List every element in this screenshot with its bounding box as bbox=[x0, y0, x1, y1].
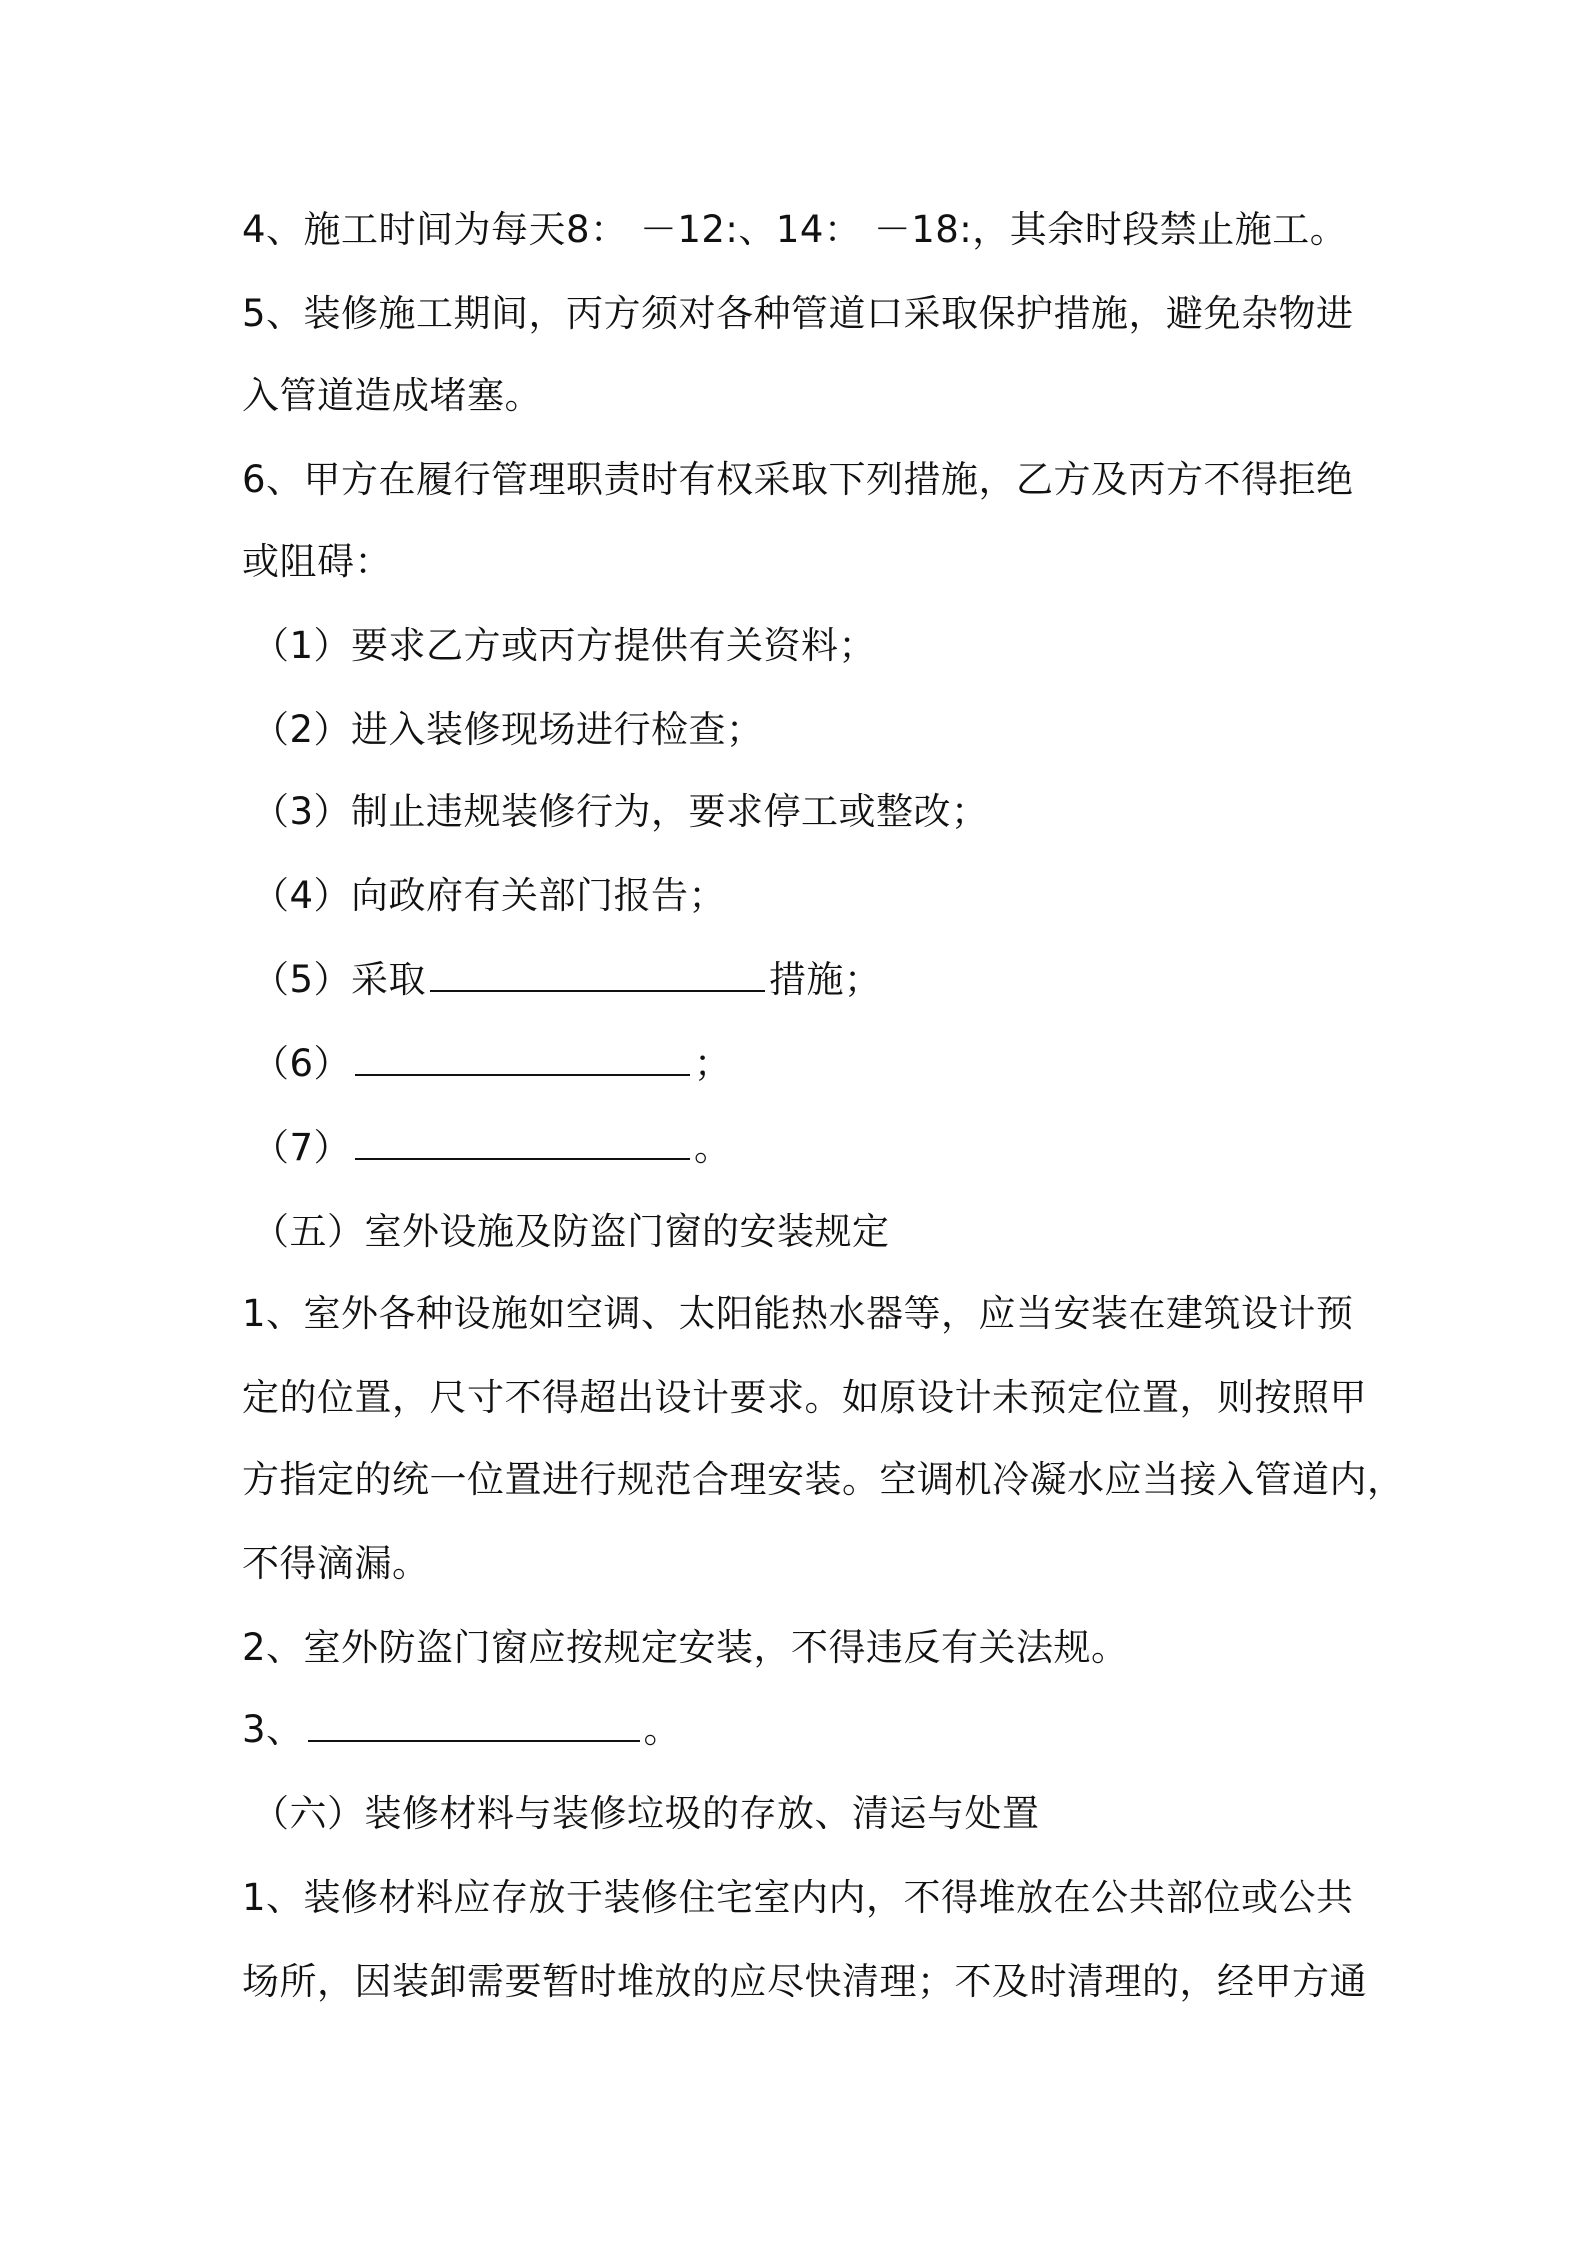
paragraph-security-doors: 2、室外防盗门窗应按规定安装，不得违反有关法规。 bbox=[242, 1626, 1129, 1669]
paragraph-management-measures-cont: 或阻碍： bbox=[242, 540, 392, 583]
list-item-2: （2）进入装修现场进行检查； bbox=[252, 708, 764, 751]
fill-in-blank[interactable] bbox=[308, 1706, 640, 1742]
section-five-heading: （五）室外设施及防盗门窗的安装规定 bbox=[252, 1210, 890, 1253]
list-item-6-suffix: ； bbox=[694, 1042, 732, 1085]
list-item-5-prefix: （5）采取 bbox=[252, 958, 427, 1001]
list-item-5 bbox=[252, 956, 882, 1004]
section-five-item-3-prefix: 3、 bbox=[242, 1708, 304, 1751]
paragraph-outdoor-facilities-cont: 方指定的统一位置进行规范合理安装。空调机冷凝水应当接入管道内， bbox=[242, 1458, 1405, 1501]
paragraph-material-storage: 1、装修材料应存放于装修住宅室内内，不得堆放在公共部位或公共 bbox=[242, 1876, 1354, 1919]
paragraph-material-storage-cont: 场所，因装卸需要暂时堆放的应尽快清理；不及时清理的，经甲方通 bbox=[242, 1960, 1367, 2003]
list-item-6 bbox=[252, 1040, 732, 1088]
list-item-7 bbox=[252, 1124, 732, 1172]
list-item-7-prefix: （7） bbox=[252, 1126, 352, 1169]
fill-in-blank[interactable] bbox=[355, 1040, 690, 1076]
section-five-item-3-suffix: 。 bbox=[643, 1708, 682, 1751]
fill-in-blank[interactable] bbox=[355, 1124, 690, 1160]
paragraph-outdoor-facilities-cont: 定的位置，尺寸不得超出设计要求。如原设计未预定位置，则按照甲 bbox=[242, 1376, 1367, 1419]
paragraph-construction-hours: 4、施工时间为每天8： －12:、14： －18:，其余时段禁止施工。 bbox=[242, 208, 1348, 251]
list-item-7-suffix: 。 bbox=[694, 1126, 732, 1169]
list-item-3: （3）制止违规装修行为，要求停工或整改； bbox=[252, 790, 989, 833]
section-five-item-3 bbox=[242, 1706, 681, 1754]
list-item-4: （4）向政府有关部门报告； bbox=[252, 874, 727, 917]
paragraph-management-measures: 6、甲方在履行管理职责时有权采取下列措施，乙方及丙方不得拒绝 bbox=[242, 458, 1354, 501]
paragraph-pipe-protection-cont: 入管道造成堵塞。 bbox=[242, 374, 542, 417]
paragraph-outdoor-facilities-cont: 不得滴漏。 bbox=[242, 1542, 430, 1585]
fill-in-blank[interactable] bbox=[430, 956, 765, 992]
paragraph-pipe-protection: 5、装修施工期间，丙方须对各种管道口采取保护措施，避免杂物进 bbox=[242, 292, 1354, 335]
list-item-6-prefix: （6） bbox=[252, 1042, 352, 1085]
section-six-heading: （六）装修材料与装修垃圾的存放、清运与处置 bbox=[252, 1792, 1040, 1835]
list-item-5-suffix: 措施； bbox=[769, 958, 882, 1001]
list-item-1: （1）要求乙方或丙方提供有关资料； bbox=[252, 624, 877, 667]
paragraph-outdoor-facilities: 1、室外各种设施如空调、太阳能热水器等，应当安装在建筑设计预 bbox=[242, 1292, 1354, 1335]
